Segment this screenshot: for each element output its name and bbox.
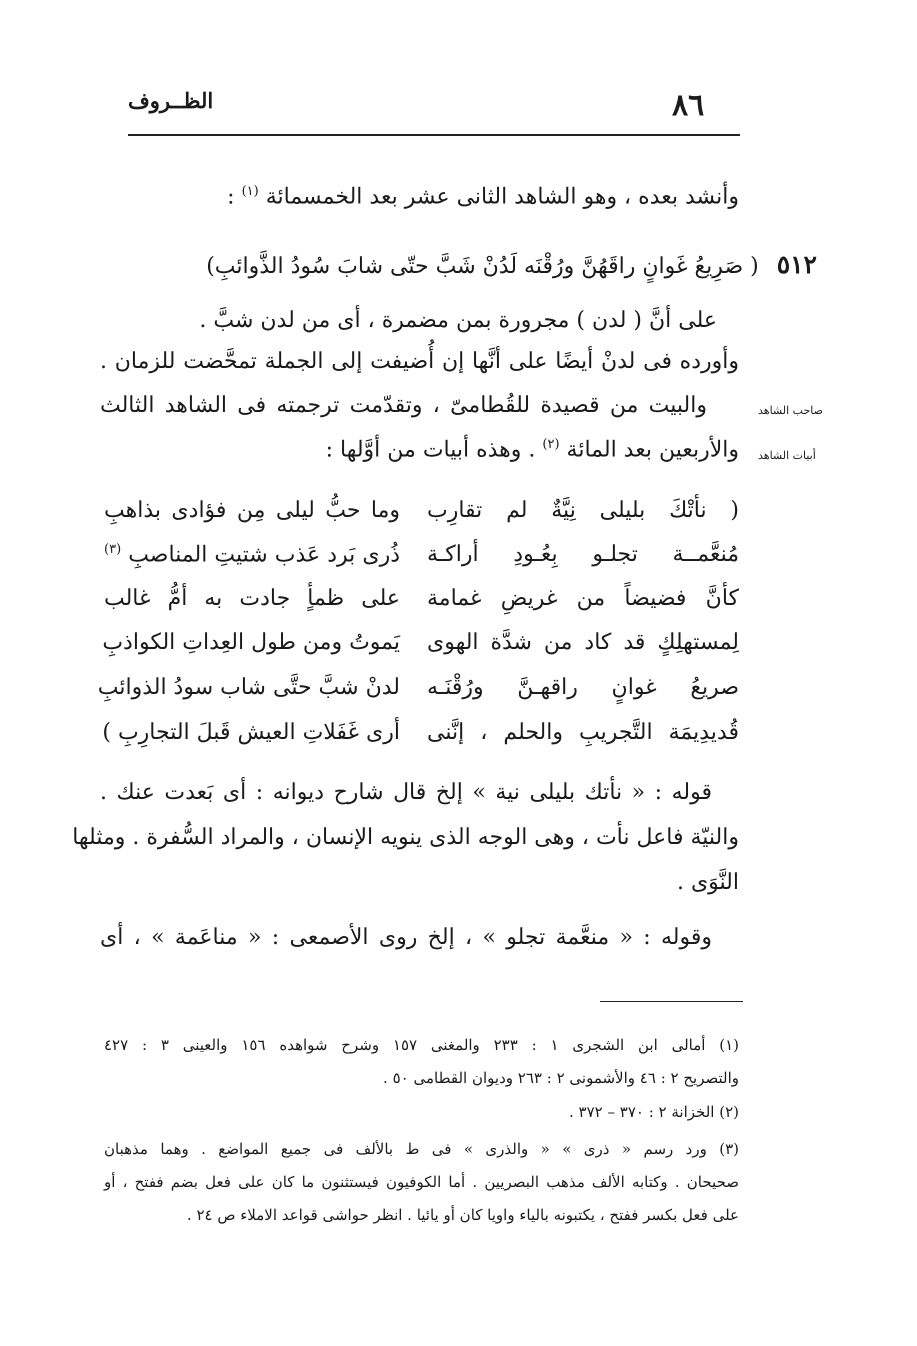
- commentary-3: النَّوَى .: [676, 870, 739, 895]
- verse-4-first-hemistich: لِمستهلِكٍ قد كاد من شدَّة الهوى: [427, 630, 739, 655]
- verse-2-first-hemistich: مُنعَّمــة تجلـو بِعُـودِ أراكـة: [427, 542, 739, 567]
- running-title: الظــروف: [128, 88, 214, 113]
- commentary-2: والنيّة فاعل نأت ، وهى الوجه الذى ينويه الإنسان ، والمراد السُّفرة . ومثلها: [72, 825, 739, 850]
- footnote-rule: [600, 1001, 743, 1002]
- page-number: ٨٦: [672, 88, 705, 123]
- intro-footnote-ref: (١): [241, 184, 259, 199]
- p3-text: والأربعين بعد المائة: [566, 437, 739, 463]
- footnote-1-line-1: (١) أمالى ابن الشجرى ١ : ٢٣٣ والمغنى ١٥٧ وشرح شواهده ١٥٦ والعينى ٣ : ٤٢٧: [104, 1036, 740, 1054]
- verse-4-second-hemistich: يَموتُ ومن طول العِداتِ الكواذبِ: [102, 630, 400, 655]
- verse-1-second-hemistich: وما حبُّ ليلى مِن فؤادى بذاهبِ: [104, 498, 400, 523]
- intro-line: [100, 184, 739, 209]
- verse-6-second-hemistich: أرى غَفَلاتِ العيش قَبلَ التجارِبِ ): [102, 720, 400, 745]
- paragraph-2: وأورده فى لدنْ أيضًا على أنَّها إن أُضيفت إلى الجملة تمحَّضت للزمان .: [100, 349, 739, 374]
- verse-3-first-hemistich: كأنَّ فضيضاً من غريضِ غمامة: [427, 586, 739, 611]
- commentary-1: قوله : « نأتك بليلى نية » إلخ قال شارح ديوانه : أى بَعدت عنك .: [100, 780, 712, 805]
- margin-note-verses: أبيات الشاهد: [758, 449, 816, 462]
- verse-2-second-hemistich: [104, 542, 400, 567]
- footnote-3-line-2: صحيحان . وكتابه الألف مذهب البصريين . أما الكوفيون فيستثنون ما كان على فعل بضم ففتح ، أو: [104, 1173, 739, 1191]
- margin-note-author: صاحب الشاهد: [758, 404, 823, 417]
- p3-text-end: . وهذه أبيات من أوَّلها :: [325, 437, 536, 463]
- footnote-3-line-1: (٣) ورد رسم « ذرى » « والذرى » فى ط بالألف فى جميع المواضع . وهما مذهبان: [104, 1140, 739, 1158]
- verse-1-first-hemistich: ( نأتْكَ بليلى نِيَّةٌ لم تقارِب: [427, 498, 739, 523]
- shahid-line: [106, 250, 817, 279]
- verse-2-text: ذُرى بَرد عَذب شتيتِ المناصبِ: [128, 542, 400, 568]
- intro-text: وأنشد بعده ، وهو الشاهد الثانى عشر بعد الخمسمائة: [265, 184, 739, 210]
- verse-5-first-hemistich: صريعُ غوانٍ راقهـنَّ ورُقْنَـه: [427, 675, 739, 700]
- shahid-verse: ( صَرِيعُ غَوانٍ راقَهُنَّ ورُقْنَه لَدُنْ شَبَّ حتّى شابَ سُودُ الذَّوائبِ): [206, 254, 759, 279]
- p3-footnote-ref: (٢): [542, 437, 560, 452]
- footnote-3-line-3: على فعل بكسر ففتح ، يكتبونه بالياء واويا كان أو يائيا . انظر حواشى قواعد الاملاء ص ٢٤ .: [186, 1206, 739, 1224]
- paragraph-1: على أنَّ ( لدن ) مجرورة بمن مضمرة ، أى من لدن شبَّ .: [199, 308, 717, 333]
- commentary-4: وقوله : « منعَّمة تجلو » ، إلخ روى الأصمعى : « مناعَمة » ، أى: [100, 925, 712, 950]
- verse-6-first-hemistich: قُديدِيمَة التَّجريبِ والحلم ، إنَّنى: [427, 720, 739, 745]
- shahid-number: ٥١٢: [776, 250, 817, 279]
- footnote-2: (٢) الخزانة ٢ : ٣٧٠ – ٣٧٢ .: [569, 1103, 739, 1121]
- verse-2-footnote-ref: (٣): [104, 542, 122, 557]
- header-rule: [128, 134, 740, 136]
- paragraph-3-line-1: والبيت من قصيدة للقُطامىّ ، وتقدّمت ترجمته فى الشاهد الثالث: [100, 393, 707, 418]
- intro-colon: :: [227, 184, 235, 210]
- verse-5-second-hemistich: لدنْ شبَّ حتَّى شاب سودُ الذوائبِ: [97, 675, 400, 700]
- footnote-1-line-2: والتصريح ٢ : ٤٦ والأشمونى ٢ : ٢٦٣ وديوان القطامى ٥٠ .: [383, 1069, 739, 1087]
- paragraph-3-line-2: [100, 437, 739, 462]
- verse-3-second-hemistich: على ظمأٍ جادت به أمُّ غالب: [104, 586, 400, 611]
